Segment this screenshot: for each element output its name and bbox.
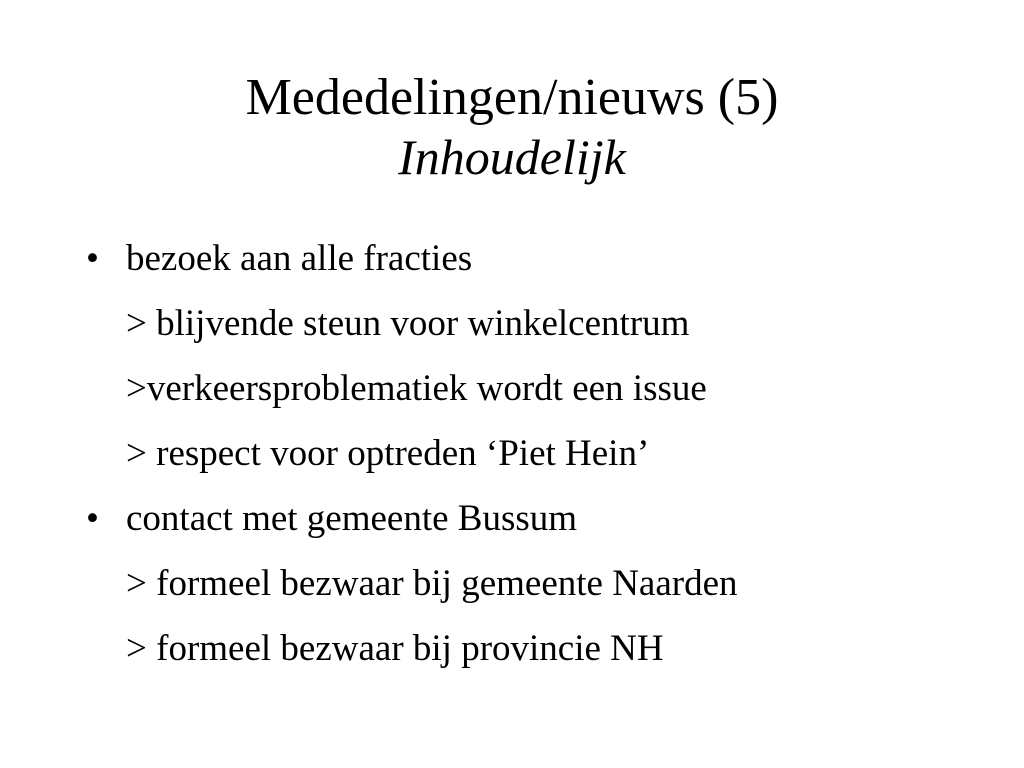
sub-item-text: > formeel bezwaar bij provincie NH bbox=[126, 628, 664, 669]
title-block bbox=[0, 68, 1024, 186]
sub-item bbox=[0, 421, 1024, 486]
sub-item-text: > blijvende steun voor winkelcentrum bbox=[126, 303, 690, 344]
bullet-text: bezoek aan alle fracties bbox=[126, 238, 473, 279]
sub-item bbox=[0, 356, 1024, 421]
bullet-icon: • bbox=[86, 238, 99, 279]
sub-item bbox=[0, 616, 1024, 681]
slide-title: Mededelingen/nieuws (5) bbox=[245, 69, 779, 126]
slide-subtitle: Inhoudelijk bbox=[398, 129, 626, 185]
body-list bbox=[0, 226, 1024, 681]
sub-item-text: > respect voor optreden ‘Piet Hein’ bbox=[126, 433, 650, 474]
bullet-item bbox=[0, 226, 1024, 291]
bullet-text: contact met gemeente Bussum bbox=[126, 498, 578, 539]
sub-item-text: >verkeersproblematiek wordt een issue bbox=[126, 368, 707, 409]
bullet-icon: • bbox=[86, 498, 99, 539]
sub-item bbox=[0, 551, 1024, 616]
sub-item bbox=[0, 291, 1024, 356]
sub-item-text: > formeel bezwaar bij gemeente Naarden bbox=[126, 563, 738, 604]
bullet-item bbox=[0, 486, 1024, 551]
